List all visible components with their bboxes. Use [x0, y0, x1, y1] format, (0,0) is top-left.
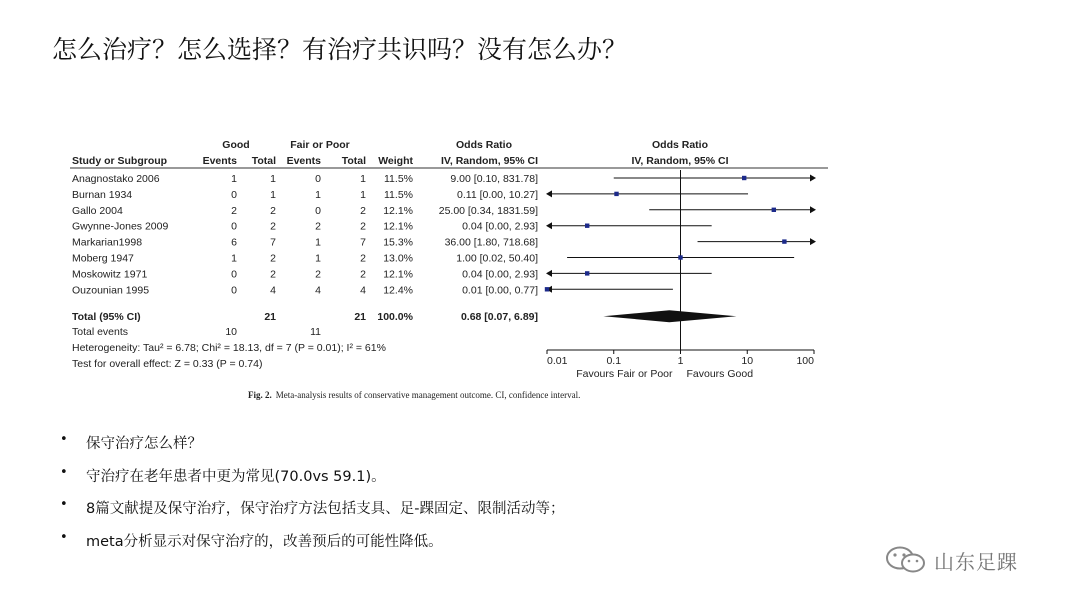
bullet-item: • 8篇文献提及保守治疗，保守治疗方法包括支具、足-踝固定、限制活动等； — [60, 497, 564, 530]
study-name: Gallo 2004 — [72, 204, 123, 217]
total-fair-total: 21 — [354, 311, 366, 324]
x-tick-label: 100 — [796, 355, 814, 367]
study-or-text: 0.01 [0.00, 0.77] — [462, 284, 538, 297]
point-estimate — [585, 271, 589, 275]
x-tick-label: 1 — [677, 355, 684, 367]
favours-right-label: Favours Good — [686, 368, 754, 380]
point-estimate — [678, 255, 682, 259]
total-events-good: 10 — [225, 326, 237, 339]
header-group-good: Good — [222, 139, 250, 151]
study-good-total: 2 — [270, 204, 276, 217]
study-good-total: 2 — [270, 220, 276, 233]
header-fair-total: Total — [341, 155, 366, 167]
study-fair-events: 1 — [315, 252, 321, 265]
study-or-text: 1.00 [0.02, 50.40] — [456, 252, 538, 265]
study-weight: 13.0% — [383, 252, 413, 265]
header-fair-events: Events — [286, 155, 321, 167]
total-diamond — [603, 310, 736, 322]
point-estimate — [782, 239, 786, 243]
header-plot-sub: IV, Random, 95% CI — [631, 155, 729, 167]
study-weight: 11.5% — [384, 173, 413, 185]
figure-caption — [248, 390, 580, 400]
header-good-total: Total — [251, 155, 276, 167]
study-fair-events: 1 — [315, 236, 321, 249]
ci-arrow-right — [810, 206, 816, 213]
x-tick-label: 0.1 — [606, 355, 622, 367]
header-plot-title: Odds Ratio — [651, 139, 709, 151]
study-good-events: 0 — [231, 268, 237, 281]
study-good-events: 0 — [231, 284, 237, 297]
study-or-text: 0.04 [0.00, 2.93] — [462, 220, 538, 233]
study-good-total: 1 — [270, 188, 276, 201]
ci-arrow-left — [546, 222, 552, 229]
figure-caption-label: Fig. 2. — [248, 390, 272, 400]
study-name: Burnan 1934 — [72, 188, 133, 201]
study-name: Moberg 1947 — [72, 252, 134, 265]
watermark-text: 山东足踝 — [934, 549, 1018, 574]
study-good-total: 4 — [270, 284, 276, 297]
header-group-fair-poor: Fair or Poor — [290, 139, 350, 151]
study-good-events: 1 — [231, 173, 237, 185]
study-good-events: 0 — [231, 188, 237, 201]
study-fair-events: 0 — [315, 173, 321, 185]
study-fair-events: 1 — [315, 188, 321, 201]
study-or-text: 25.00 [0.34, 1831.59] — [438, 204, 538, 217]
header-good-events: Events — [202, 155, 237, 167]
total-events-fair: 11 — [310, 326, 321, 339]
slide-title: 怎么治疗？怎么选择？有治疗共识吗？没有怎么办？ — [52, 35, 628, 64]
bullet-list — [60, 432, 564, 562]
total-name: Total (95% CI) — [72, 311, 141, 324]
study-weight: 15.3% — [383, 236, 413, 249]
study-weight: 12.4% — [383, 284, 413, 297]
study-or-text: 36.00 [1.80, 718.68] — [444, 236, 538, 249]
study-fair-total: 2 — [360, 252, 366, 265]
study-name: Gwynne-Jones 2009 — [72, 220, 169, 233]
study-fair-total: 7 — [360, 236, 366, 249]
x-tick-label: 0.01 — [547, 355, 568, 367]
ci-arrow-right — [810, 175, 816, 182]
study-weight: 12.1% — [383, 220, 413, 233]
ci-arrow-right — [810, 238, 816, 245]
study-fair-events: 2 — [315, 220, 321, 233]
study-good-events: 0 — [231, 220, 237, 233]
study-name: Markarian1998 — [72, 236, 143, 249]
study-weight: 11.5% — [384, 188, 413, 201]
study-or-text: 9.00 [0.10, 831.78] — [450, 173, 538, 185]
study-or-text: 0.11 [0.00, 10.27] — [457, 188, 538, 201]
header-study: Study or Subgroup — [72, 155, 168, 167]
header-weight: Weight — [378, 155, 413, 167]
study-good-events: 6 — [231, 236, 237, 249]
bullet-item: • 保守治疗怎么样？ — [60, 432, 564, 465]
bullet-item: • 守治疗在老年患者中更为常见(70.0vs 59.1)。 — [60, 465, 564, 498]
point-estimate — [585, 224, 589, 228]
heterogeneity-text: Heterogeneity: Tau² = 6.78; Chi² = 18.13, df = 7 (P = 0.01); I² = 61% — [72, 342, 386, 355]
header-odds-ratio: Odds Ratio — [455, 139, 513, 151]
study-fair-events: 2 — [315, 268, 321, 281]
study-fair-total: 1 — [360, 173, 366, 185]
ci-arrow-left — [546, 190, 552, 197]
study-weight: 12.1% — [383, 268, 413, 281]
bullet-item: • meta分析显示对保守治疗的，改善预后的可能性降低。 — [60, 530, 564, 563]
overall-effect-text: Test for overall effect: Z = 0.33 (P = 0.74) — [72, 358, 263, 371]
study-or-text: 0.04 [0.00, 2.93] — [462, 268, 538, 281]
total-weight: 100.0% — [377, 311, 413, 324]
point-estimate — [614, 192, 618, 196]
study-good-total: 1 — [270, 173, 276, 185]
study-good-total: 2 — [270, 268, 276, 281]
ci-arrow-left — [546, 270, 552, 277]
study-good-total: 7 — [270, 236, 276, 249]
total-events-label: Total events — [72, 326, 129, 339]
study-fair-events: 0 — [315, 204, 321, 217]
study-fair-total: 2 — [360, 268, 366, 281]
total-or-text: 0.68 [0.07, 6.89] — [460, 311, 538, 324]
study-name: Moskowitz 1971 — [72, 268, 148, 281]
study-good-events: 2 — [231, 204, 237, 217]
point-estimate — [545, 287, 549, 291]
study-good-events: 1 — [231, 252, 237, 265]
study-weight: 12.1% — [383, 204, 413, 217]
study-fair-total: 4 — [360, 284, 366, 297]
study-fair-total: 1 — [360, 188, 366, 201]
header-or-sub: IV, Random, 95% CI — [440, 155, 538, 167]
wechat-icon — [884, 545, 928, 575]
study-name: Ouzounian 1995 — [72, 284, 150, 297]
study-good-total: 2 — [270, 252, 276, 265]
study-fair-total: 2 — [360, 204, 366, 217]
study-fair-events: 4 — [315, 284, 321, 297]
point-estimate — [742, 176, 746, 180]
watermark — [884, 545, 1018, 575]
study-name: Anagnostako 2006 — [72, 173, 160, 185]
study-fair-total: 2 — [360, 220, 366, 233]
favours-left-label: Favours Fair or Poor — [576, 368, 673, 380]
x-tick-label: 10 — [741, 355, 754, 367]
total-good-total: 21 — [264, 311, 276, 324]
figure-caption-text: Meta-analysis results of conservative management outcome. CI, confidence interval. — [275, 390, 581, 400]
point-estimate — [772, 208, 776, 212]
